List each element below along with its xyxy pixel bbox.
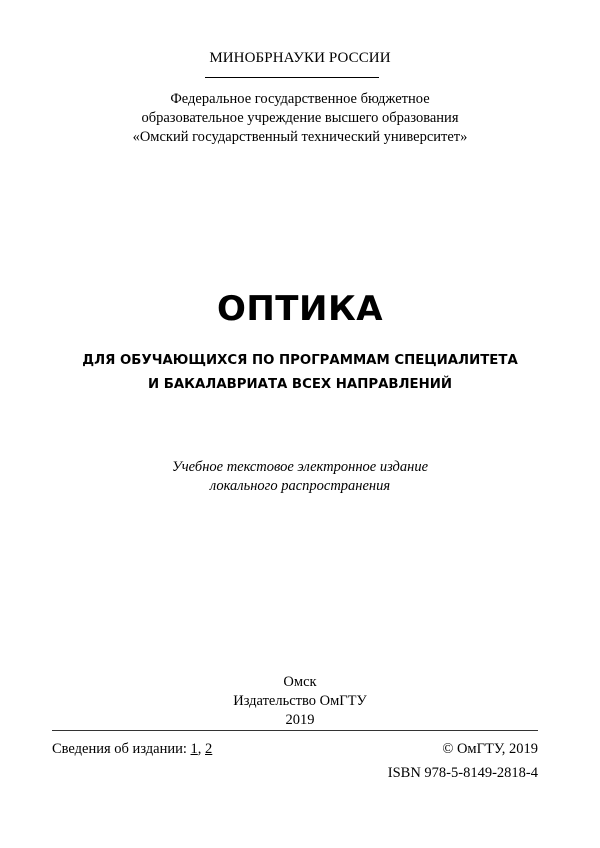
edition-info-separator: , (197, 741, 202, 757)
edition-info (52, 741, 212, 758)
isbn-text: ISBN 978-5-8149-2818-4 (387, 765, 538, 781)
edition-type (0, 458, 600, 496)
imprint-city: Омск (283, 674, 317, 690)
book-subtitle (0, 349, 600, 397)
ministry-name: МИНОБРНАУКИ РОССИИ (209, 50, 391, 66)
organization-block (0, 90, 600, 147)
imprint-year: 2019 (285, 712, 315, 728)
edition-info-label: Сведения об издании: (52, 741, 187, 757)
book-title: ОПТИКА (216, 289, 384, 329)
edition-info-link-2[interactable]: 2 (205, 741, 213, 757)
subtitle-line: ДЛЯ ОБУЧАЮЩИХСЯ ПО ПРОГРАММАМ СПЕЦИАЛИТЕТА (82, 353, 518, 368)
subtitle-line: И БАКАЛАВРИАТА ВСЕХ НАПРАВЛЕНИЙ (147, 377, 453, 392)
edition-info-link-1[interactable]: 1 (190, 741, 198, 757)
edition-line: Учебное текстовое электронное издание (171, 459, 428, 475)
edition-line: локального распространения (209, 478, 391, 494)
imprint-publisher: Издательство ОмГТУ (233, 693, 367, 709)
organization-line: «Омский государственный технический университет» (132, 129, 468, 145)
organization-line: Федеральное государственное бюджетное (170, 91, 430, 107)
imprint-block (0, 673, 600, 730)
ministry-divider (205, 77, 379, 78)
organization-line: образовательное учреждение высшего образования (141, 110, 459, 126)
footer-divider (52, 730, 538, 731)
copyright-text: © ОмГТУ, 2019 (442, 741, 538, 757)
